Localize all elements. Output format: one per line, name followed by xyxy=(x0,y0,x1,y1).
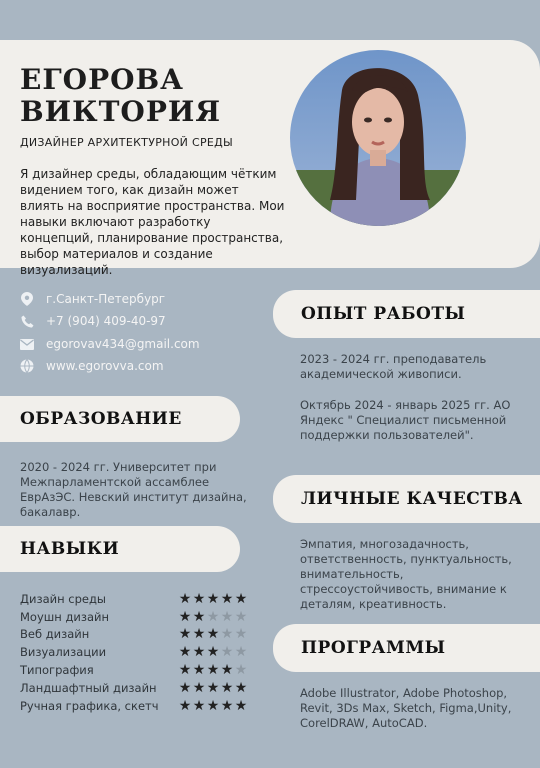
skills-list xyxy=(20,590,248,715)
star-filled-icon: ★ xyxy=(192,590,206,607)
education-heading xyxy=(0,396,240,442)
qualities-heading xyxy=(273,475,540,523)
skill-row xyxy=(20,661,248,679)
programs-title: ПРОГРАММЫ xyxy=(301,638,446,658)
skill-rating xyxy=(178,699,248,713)
email-icon xyxy=(20,337,34,351)
contact-location-text: г.Санкт-Петербург xyxy=(46,292,166,306)
star-empty-icon: ★ xyxy=(220,608,234,625)
contact-email[interactable] xyxy=(20,337,200,351)
experience-heading xyxy=(273,290,540,338)
contact-phone[interactable] xyxy=(20,314,166,328)
skill-label: Типография xyxy=(20,663,94,678)
star-empty-icon: ★ xyxy=(206,608,220,625)
star-empty-icon: ★ xyxy=(234,626,248,643)
star-empty-icon: ★ xyxy=(234,662,248,679)
full-name xyxy=(20,64,221,128)
experience-entry-1: 2023 - 2024 гг. преподаватель академической живописи. xyxy=(300,352,487,381)
star-filled-icon: ★ xyxy=(220,590,234,607)
skills-title: НАВЫКИ xyxy=(20,539,120,559)
portrait-image xyxy=(290,50,466,226)
star-empty-icon: ★ xyxy=(220,644,234,661)
skills-heading xyxy=(0,526,240,572)
star-filled-icon: ★ xyxy=(192,697,206,714)
first-name: ВИКТОРИЯ xyxy=(20,95,222,128)
profile-photo xyxy=(290,50,466,226)
star-empty-icon: ★ xyxy=(234,644,248,661)
skill-rating xyxy=(178,681,248,695)
skill-label: Дизайн среды xyxy=(20,591,106,606)
star-filled-icon: ★ xyxy=(206,626,220,643)
programs-heading xyxy=(273,624,540,672)
star-filled-icon: ★ xyxy=(206,679,220,696)
experience-title: ОПЫТ РАБОТЫ xyxy=(301,304,466,324)
star-filled-icon: ★ xyxy=(206,662,220,679)
star-filled-icon: ★ xyxy=(192,626,206,643)
star-filled-icon: ★ xyxy=(206,644,220,661)
contact-website[interactable] xyxy=(20,359,164,373)
star-filled-icon: ★ xyxy=(234,590,248,607)
skill-rating xyxy=(178,663,248,677)
skill-row xyxy=(20,626,248,644)
star-empty-icon: ★ xyxy=(234,608,248,625)
education-title: ОБРАЗОВАНИЕ xyxy=(20,409,182,429)
skill-label: Ландшафтный дизайн xyxy=(20,680,157,695)
skill-rating xyxy=(178,592,248,606)
programs-text: Adobe Illustrator, Adobe Photoshop, Revit, 3Ds Max, Sketch, Figma,Unity, CorelDRAW, AutoCAD. xyxy=(300,686,512,730)
skill-rating xyxy=(178,610,248,624)
last-name: ЕГОРОВА xyxy=(20,63,184,96)
globe-icon xyxy=(20,359,34,373)
star-filled-icon: ★ xyxy=(178,608,192,625)
job-title: ДИЗАЙНЕР АРХИТЕКТУРНОЙ СРЕДЫ xyxy=(20,136,234,149)
star-filled-icon: ★ xyxy=(178,644,192,661)
skill-rating xyxy=(178,627,248,641)
skill-label: Моушн дизайн xyxy=(20,609,110,624)
skill-rating xyxy=(178,645,248,659)
skill-row xyxy=(20,608,248,626)
contact-phone-text: +7 (904) 409-40-97 xyxy=(46,314,166,328)
star-filled-icon: ★ xyxy=(192,644,206,661)
star-filled-icon: ★ xyxy=(178,697,192,714)
skill-row xyxy=(20,643,248,661)
star-filled-icon: ★ xyxy=(178,662,192,679)
education-text: 2020 - 2024 гг. Университет при Межпарламентской ассамблее ЕврАзЭС. Невский институт дизайна, бакалавр. xyxy=(20,460,247,519)
qualities-text: Эмпатия, многозадачность, ответственность, пунктуальность, внимательность, стрессоустойчивость, внимание к деталям, креативность. xyxy=(300,537,512,611)
star-filled-icon: ★ xyxy=(206,590,220,607)
about-text: Я дизайнер среды, обладающим чётким видением того, как дизайн может влиять на восприятие пространства. Мои навыки включают разработку концепций, планирование пространства, выбор материалов и создание визуализаций. xyxy=(20,167,285,277)
star-filled-icon: ★ xyxy=(234,679,248,696)
star-filled-icon: ★ xyxy=(206,697,220,714)
skill-label: Ручная графика, скетч xyxy=(20,698,159,713)
star-filled-icon: ★ xyxy=(178,679,192,696)
star-filled-icon: ★ xyxy=(192,679,206,696)
star-filled-icon: ★ xyxy=(220,662,234,679)
skill-row xyxy=(20,679,248,697)
star-filled-icon: ★ xyxy=(178,626,192,643)
star-filled-icon: ★ xyxy=(178,590,192,607)
qualities-title: ЛИЧНЫЕ КАЧЕСТВА xyxy=(301,489,523,509)
star-filled-icon: ★ xyxy=(192,662,206,679)
phone-icon xyxy=(20,314,34,328)
skill-row xyxy=(20,590,248,608)
experience-entry-2: Октябрь 2024 - январь 2025 гг. АО Яндекс " Специалист письменной поддержки пользователей". xyxy=(300,398,511,442)
contact-website-text: www.egorovva.com xyxy=(46,359,164,373)
contact-location xyxy=(20,292,165,306)
star-filled-icon: ★ xyxy=(234,697,248,714)
location-pin-icon xyxy=(20,292,34,306)
skill-label: Визуализации xyxy=(20,645,107,660)
skill-row xyxy=(20,697,248,715)
contact-email-text: egorovav434@gmail.com xyxy=(46,337,200,351)
skill-label: Веб дизайн xyxy=(20,627,90,642)
star-empty-icon: ★ xyxy=(220,626,234,643)
star-filled-icon: ★ xyxy=(192,608,206,625)
star-filled-icon: ★ xyxy=(220,679,234,696)
star-filled-icon: ★ xyxy=(220,697,234,714)
